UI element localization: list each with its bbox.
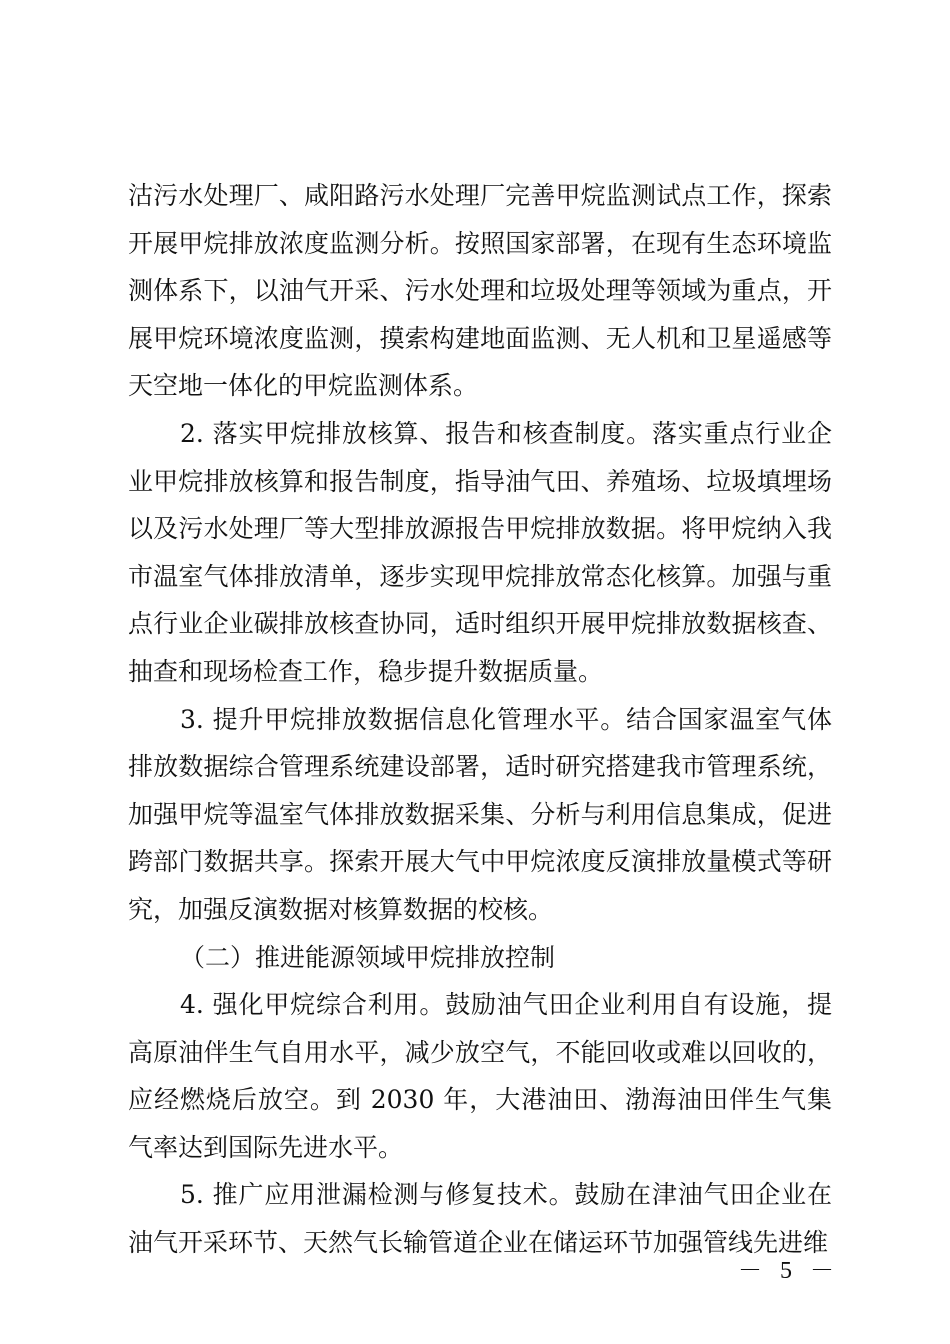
- page-number: － 5 －: [738, 1258, 840, 1284]
- paragraph-item-3: 3. 提升甲烷排放数据信息化管理水平。结合国家温室气体排放数据综合管理系统建设部署，适时研究搭建我市管理系统，加强甲烷等温室气体排放数据采集、分析与利用信息集成，促进跨部门数据共享。探索开展大气中甲烷浓度反演排放量模式等研究，加强反演数据对核算数据的校核。: [128, 704, 832, 924]
- paragraph-item-5: 5. 推广应用泄漏检测与修复技术。鼓励在津油气田企业在油气开采环节、天然气长输管道企业在储运环节加强管线先进维: [128, 1180, 832, 1258]
- paragraph-continued: 沽污水处理厂、咸阳路污水处理厂完善甲烷监测试点工作，探索开展甲烷排放浓度监测分析。按照国家部署，在现有生态环境监测体系下，以油气开采、污水处理和垃圾处理等领域为重点，开展甲烷环境浓度监测，摸索构建地面监测、无人机和卫星遥感等天空地一体化的甲烷监测体系。: [128, 181, 832, 401]
- section-heading: （二）推进能源领域甲烷排放控制: [180, 942, 556, 972]
- paragraph-item-2: 2. 落实甲烷排放核算、报告和核查制度。落实重点行业企业甲烷排放核算和报告制度，指导油气田、养殖场、垃圾填埋场以及污水处理厂等大型排放源报告甲烷排放数据。将甲烷纳入我市温室气体排放清单，逐步实现甲烷排放常态化核算。加强与重点行业企业碳排放核查协同，适时组织开展甲烷排放数据核查、抽查和现场检查工作，稳步提升数据质量。: [128, 418, 832, 686]
- document-body: [128, 172, 832, 1267]
- paragraph-item-4: 4. 强化甲烷综合利用。鼓励油气田企业利用自有设施，提高原油伴生气自用水平，减少放空气，不能回收或难以回收的，应经燃烧后放空。到 2030 年，大港油田、渤海油田伴生气集气率达到国际先进水平。: [128, 990, 832, 1162]
